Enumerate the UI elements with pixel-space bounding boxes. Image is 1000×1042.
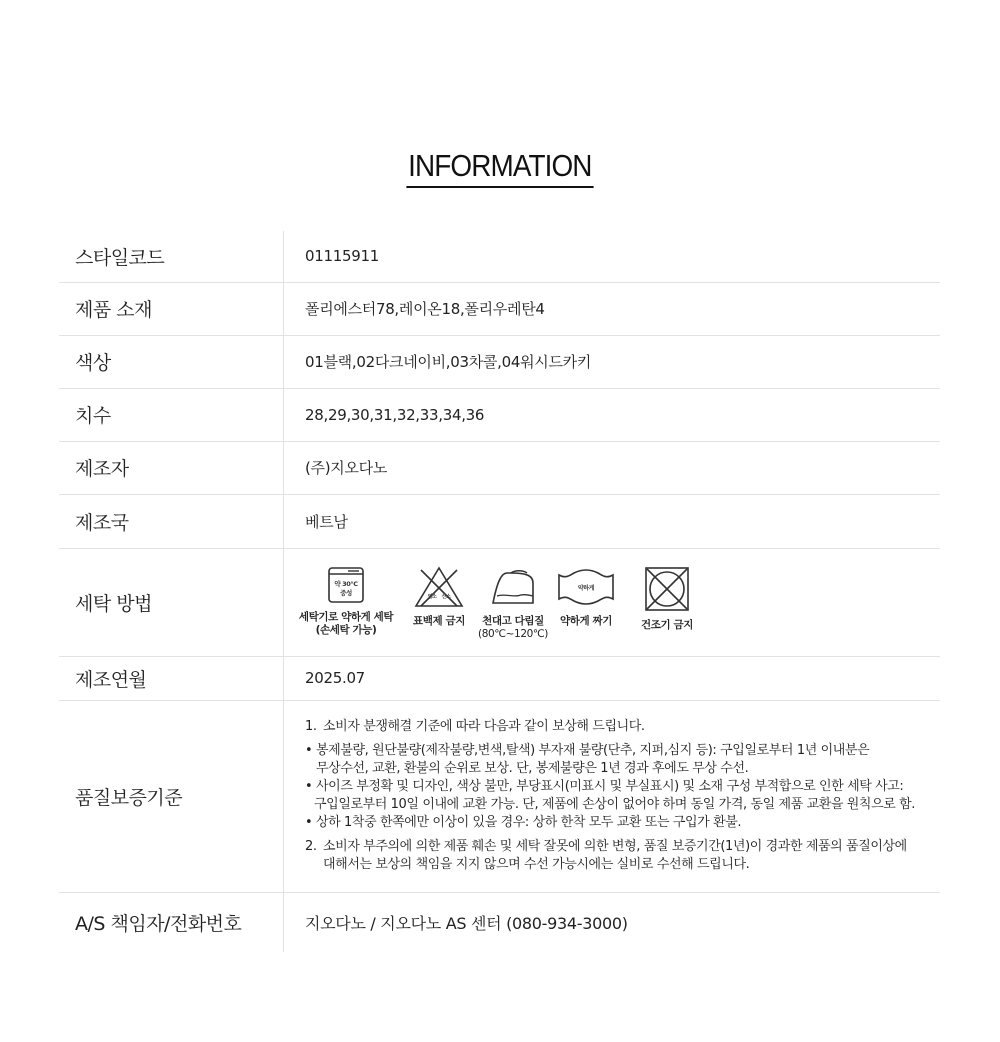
warranty-text [305, 718, 940, 874]
wash-temp-text: 약 30°C [334, 580, 358, 588]
row-label-material: 제품 소재 [59, 282, 284, 335]
washing-machine-icon [326, 565, 366, 605]
row-value-as-contact: 지오다노 / 지오다노 AS 센터 (080-934-3000) [305, 913, 628, 933]
care-item-no-bleach [408, 565, 470, 628]
row-label-size: 치수 [59, 388, 284, 441]
info-table [59, 231, 940, 952]
row-value-manufacturer: (주)지오다노 [284, 441, 941, 494]
row-value-size: 28,29,30,31,32,33,34,36 [284, 388, 941, 441]
no-bleach-icon [413, 565, 465, 609]
table-row [59, 231, 940, 282]
table-row [59, 282, 940, 335]
row-value-style-code: 01115911 [284, 231, 941, 282]
row-value-washing [284, 548, 941, 656]
care-item-iron [476, 565, 550, 641]
row-value-color: 01블랙,02다크네이비,03차콜,04워시드카키 [284, 335, 941, 388]
row-value-material: 폴리에스터78,레이온18,폴리우레탄4 [284, 282, 941, 335]
warranty-bullet-1-cont: 무상수선, 교환, 환불의 순위로 보상. 단, 봉제불량은 1년 경과 후에도 무상 수선. [316, 761, 749, 776]
care-item-wring [554, 565, 618, 628]
wash-detergent-text: 중성 [340, 589, 352, 597]
care-label-iron: 천대고 다림질 [482, 615, 544, 627]
care-label-machine-wash: 세탁기로 약하게 세탁 [298, 611, 394, 623]
table-row [59, 441, 940, 494]
row-label-warranty: 품질보증기준 [59, 700, 284, 892]
no-tumble-dry-icon [643, 565, 691, 613]
row-label-color: 색상 [59, 335, 284, 388]
warranty-item-1: 1. 소비자 분쟁해결 기준에 따라 다음과 같이 보상해 드립니다. [305, 719, 645, 734]
table-row [59, 700, 940, 892]
warranty-item-2-cont: 대해서는 보상의 책임을 지지 않으며 수선 가능시에는 실비로 수선해 드립니다. [323, 857, 750, 872]
warranty-item-2: 2. 소비자 부주의에 의한 제품 훼손 및 세탁 잘못에 의한 변형, 품질 보증기간(1년)이 경과한 제품의 품질이상에 [305, 839, 907, 854]
page-title: INFORMATION [0, 148, 1000, 188]
table-row [59, 656, 940, 700]
care-item-machine-wash [296, 565, 396, 637]
wring-gently-text: 약하게 [577, 585, 595, 592]
row-label-country: 제조국 [59, 494, 284, 548]
care-label-no-dryer: 건조기 금지 [641, 619, 693, 631]
table-row [59, 548, 940, 656]
warranty-bullet-1: • 봉제불량, 원단불량(제작불량,변색,탈색) 부자재 불량(단추, 지퍼,심지 등): 구입일로부터 1년 이내분은 [305, 743, 870, 758]
warranty-bullet-2-cont: 구입일로부터 10일 이내에 교환 가능. 단, 제품에 손상이 없어야 하며 동일 가격, 동일 제품 교환을 원칙으로 함. [314, 797, 916, 812]
care-label-no-bleach: 표백제 금지 [413, 615, 465, 627]
care-label-wring: 약하게 짜기 [560, 615, 612, 627]
wring-gently-icon [556, 565, 616, 609]
row-label-manufacturer: 제조자 [59, 441, 284, 494]
table-row [59, 388, 940, 441]
row-label-washing: 세탁 방법 [59, 548, 284, 656]
care-item-no-dryer [632, 565, 702, 632]
bleach-oxygen-text: 산소 [441, 594, 451, 600]
iron-icon [489, 565, 537, 609]
row-label-manufactured-date: 제조연월 [59, 656, 284, 700]
row-value-warranty [284, 700, 941, 892]
bleach-chlorine-text: 염소 [427, 594, 437, 600]
row-value-country: 베트남 [284, 494, 941, 548]
table-row [59, 494, 940, 548]
care-symbol-list [298, 563, 940, 641]
warranty-bullet-3: • 상하 1착중 한쪽에만 이상이 있을 경우: 상하 한착 모두 교환 또는 구입가 환불. [305, 815, 742, 830]
row-value-manufactured-date: 2025.07 [284, 656, 941, 700]
warranty-bullet-2: • 사이즈 부정확 및 디자인, 색상 불만, 부당표시(미표시 및 부실표시) 및 소재 구성 부적합으로 인한 세탁 사고: [305, 779, 904, 794]
row-label-style-code: 스타일코드 [59, 231, 284, 282]
table-row [59, 892, 940, 952]
row-label-as-contact: A/S 책임자/전화번호 [59, 892, 284, 952]
table-row [59, 335, 940, 388]
care-sub-iron: (80℃~120℃) [478, 628, 548, 640]
care-sub-machine-wash: (손세탁 가능) [315, 624, 377, 636]
